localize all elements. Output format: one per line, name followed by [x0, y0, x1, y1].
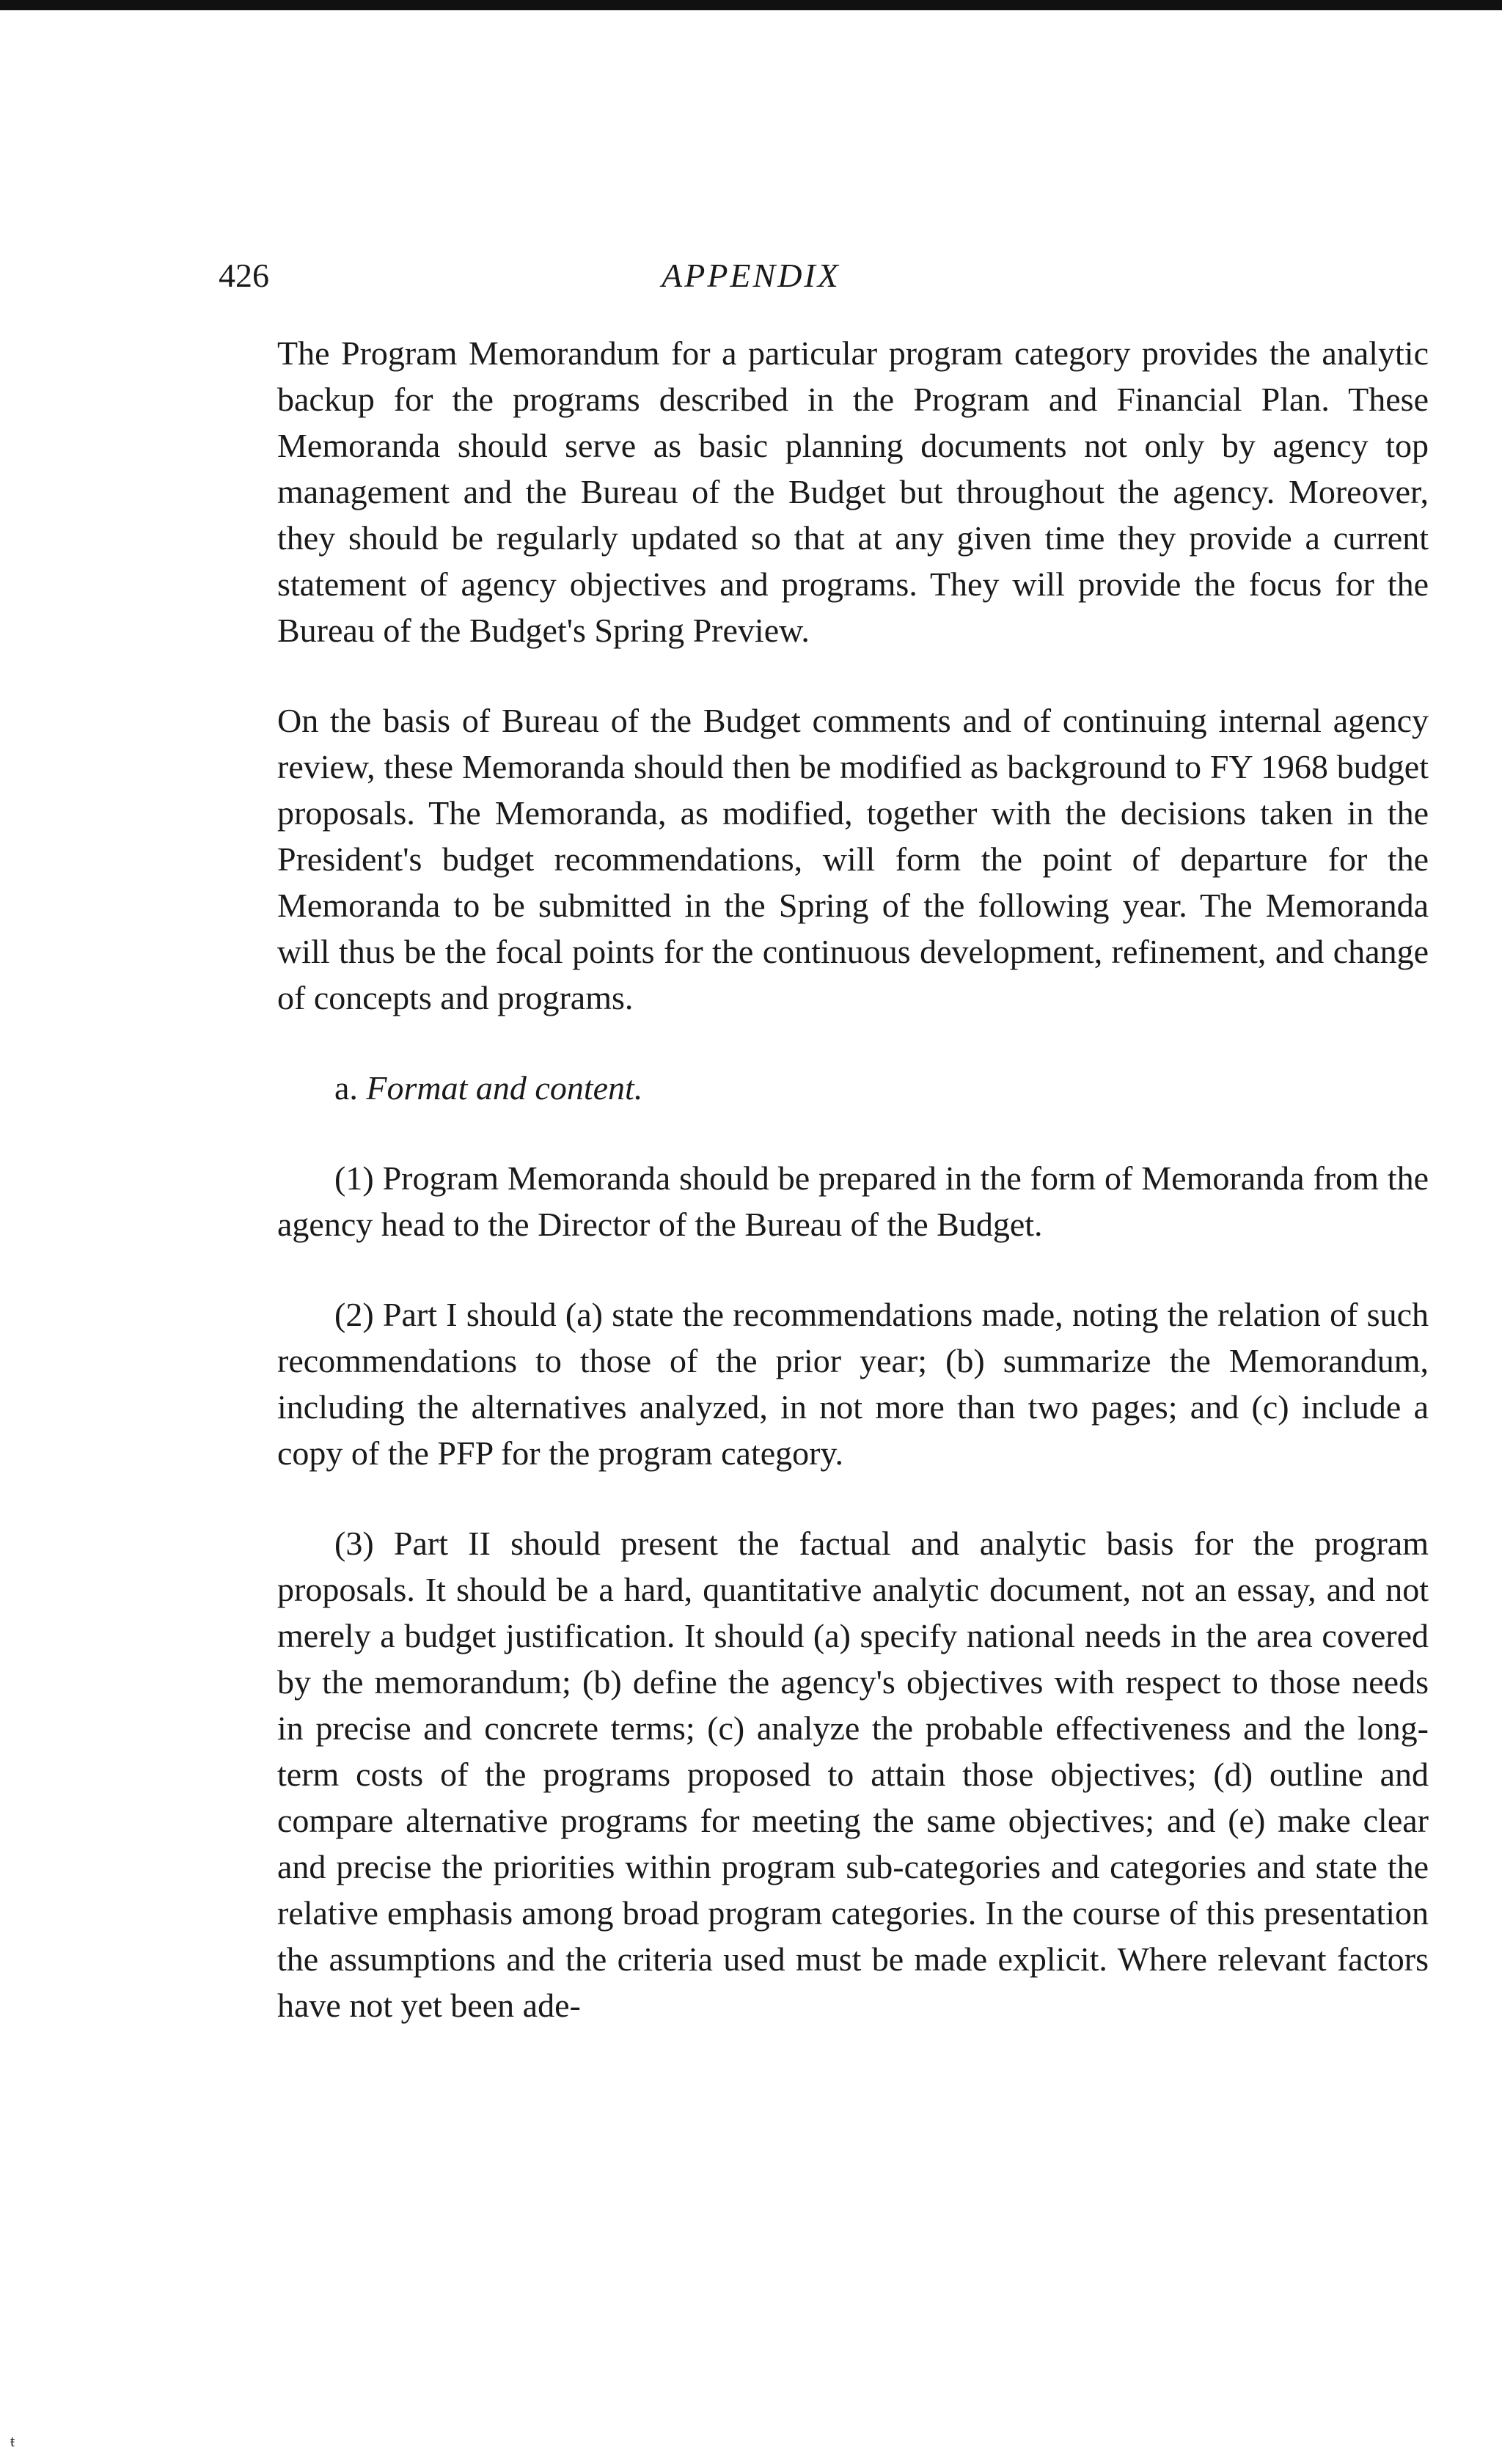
margin-mark: ŧ: [10, 2432, 15, 2450]
subheading-label: a.: [334, 1069, 358, 1107]
numbered-item-2: (2) Part I should (a) state the recommendations made, noting the relation of such recommendations to those of the prior year; (b) summarize the Memorandum, including the alternatives analyzed, in not more than two pages; and (c) include a copy of the PFP for the program category.: [277, 1296, 1429, 1472]
paragraph-bureau-comments: On the basis of Bureau of the Budget comments and of continuing internal agency review, these Memoranda should then be modified as background to FY 1968 budget proposals. The Memoranda, as modified, together with the decisions taken in the President's budget recommendations, will form the point of departure for the Memoranda to be submitted in the Spring of the following year. The Memoranda will thus be the focal points for the continuous development, refinement, and change of concepts and programs.: [277, 702, 1429, 1016]
page-number: 426: [219, 257, 269, 294]
paragraph-program-memorandum: The Program Memorandum for a particular program category provides the analytic backup for the programs described in the Program and Financial Plan. These Memoranda should serve as basic planning documents not only by agency top management and the Bureau of the Budget but throughout the agency. Moreover, they should be regularly updated so that at any given time they provide a current statement of agency objectives and programs. They will provide the focus for the Bureau of the Budget's Spring Preview.: [277, 334, 1429, 649]
numbered-item-1: (1) Program Memoranda should be prepared in the form of Memoranda from the agency head to the Director of the Bureau of the Budget.: [277, 1159, 1429, 1243]
numbered-item-3: (3) Part II should present the factual and analytic basis for the program proposals. It should be a hard, quantitative analytic document, not an essay, and not merely a budget justification. It should (a) specify national needs in the area covered by the memorandum; (b) define the agency's objectives with respect to those needs in precise and concrete terms; (c) analyze the probable effectiveness and the long-term costs of the programs proposed to attain those objectives; (d) outline and compare alternative programs for meeting the same objectives; and (e) make clear and precise the priorities within program sub-categories and categories and state the relative emphasis among broad program categories. In the course of this presentation the assumptions and the criteria used must be made explicit. Where relevant factors have not yet been ade-: [277, 1525, 1429, 2024]
subheading-format-content: [277, 1065, 1429, 1111]
scan-edge: [0, 0, 1502, 10]
subheading-title: Format and content.: [366, 1069, 643, 1107]
body-text: [277, 330, 1429, 2072]
running-head: APPENDIX: [662, 257, 840, 294]
